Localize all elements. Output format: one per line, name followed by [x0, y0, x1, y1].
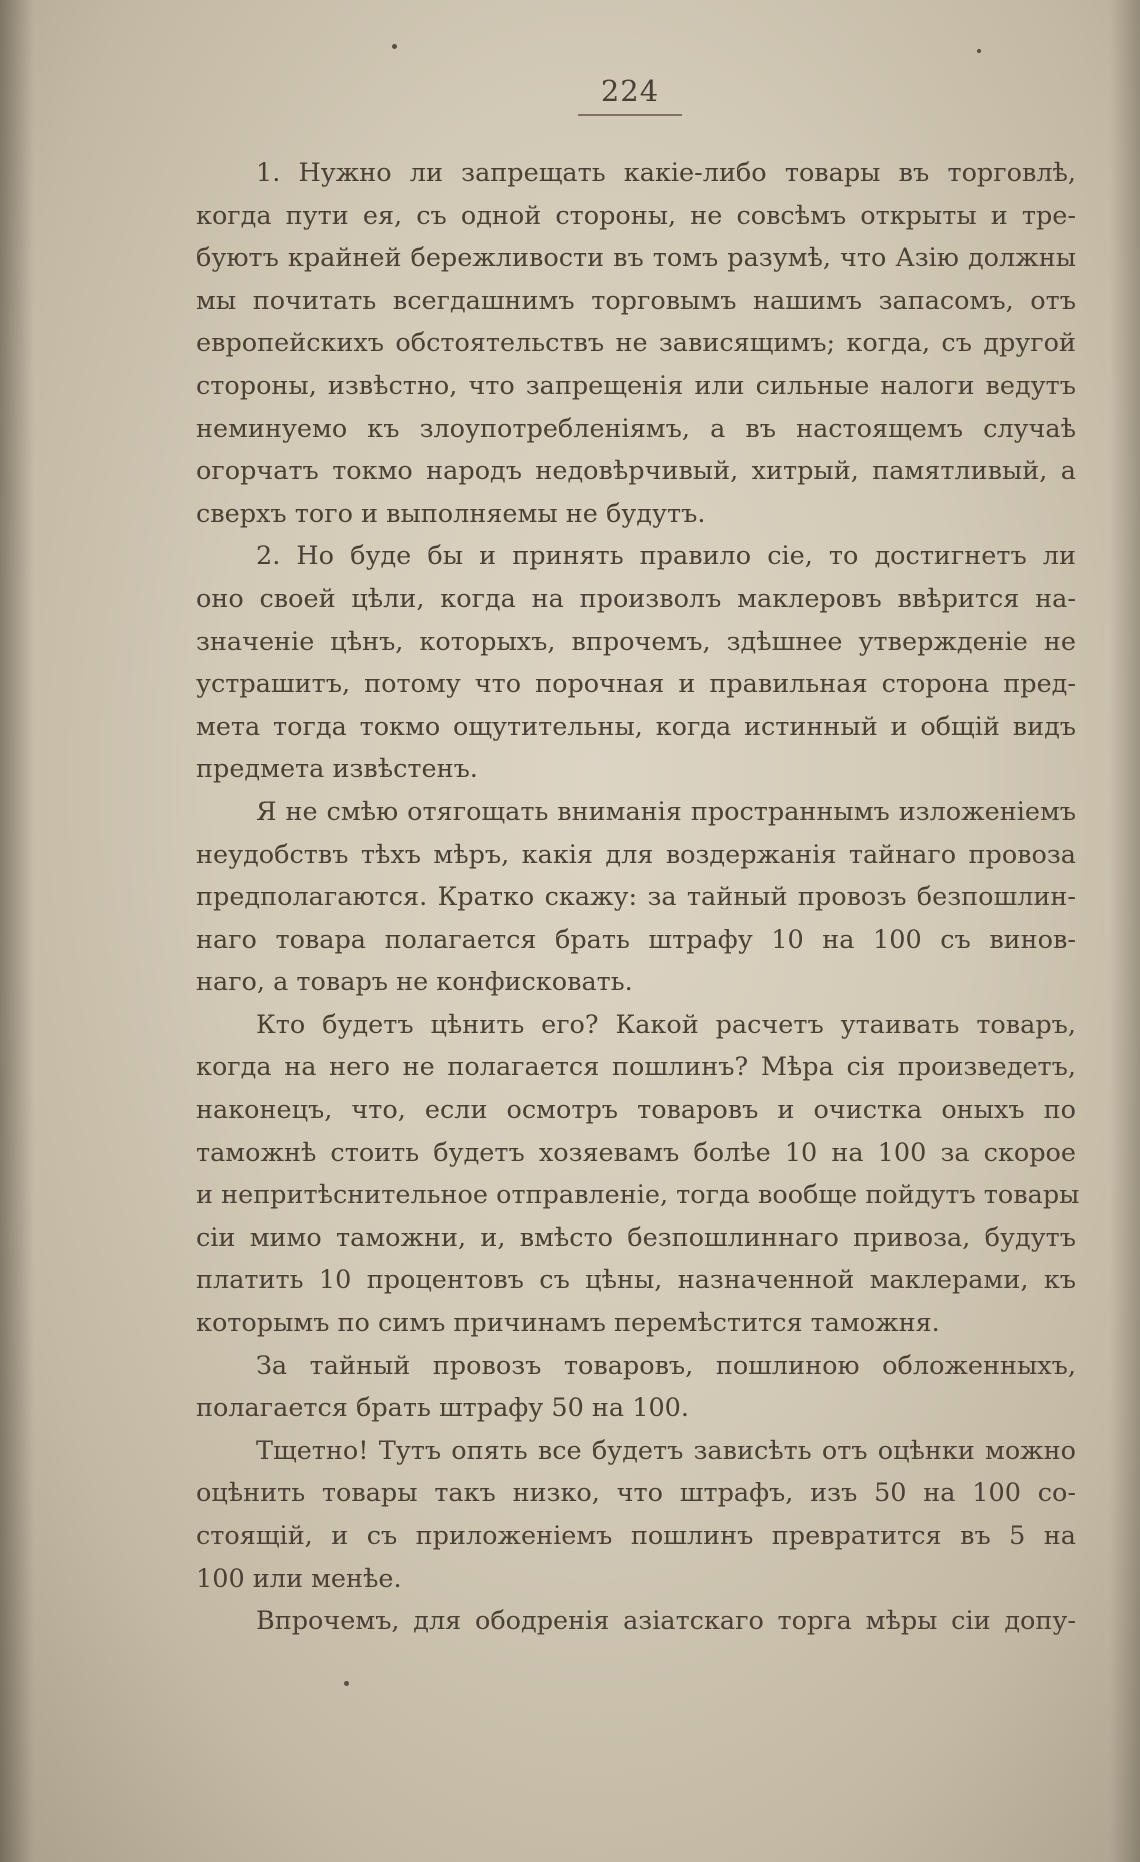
text-line: 1. Нужно ли запрещать какіе-либо товары въ торговлѣ,: [256, 158, 1076, 188]
text-line: оно своей цѣли, когда на произволъ маклеровъ ввѣрится на-: [196, 583, 1076, 614]
text-line: устрашитъ, потому что порочная и правильная сторона пред-: [196, 669, 1076, 700]
text-line: и непритѣснительное отправленіе, тогда вообще пойдутъ товары: [196, 1180, 1080, 1211]
text-line: Я не смѣю отягощать вниманія пространнымъ изложеніемъ: [256, 796, 1076, 827]
paragraph: [196, 791, 1076, 1004]
text-line: стоящій, и съ приложеніемъ пошлинъ превратится въ 5 на: [196, 1521, 1076, 1551]
binding-shadow: [0, 0, 34, 1862]
text-line: предмета извѣстенъ.: [196, 754, 478, 785]
paragraph: [196, 1004, 1080, 1345]
text-line: Впрочемъ, для ободренія азіатскаго торга мѣры сіи допу-: [256, 1606, 1076, 1637]
text-line: огорчатъ токмо народъ недовѣрчивый, хитрый, памятливый, а: [196, 456, 1076, 487]
text-line: полагается брать штрафу 50 на 100.: [196, 1393, 690, 1424]
paragraph: [196, 535, 1076, 791]
ink-speck: [392, 44, 397, 49]
text-line: значеніе цѣнъ, которыхъ, впрочемъ, здѣшнее утвержденіе не: [196, 626, 1076, 657]
text-line: предполагаются. Кратко скажу: за тайный провозъ безпошлин-: [196, 882, 1076, 913]
page-number: 224: [600, 74, 660, 108]
ink-speck: [344, 1681, 349, 1686]
body-text: [196, 152, 1080, 1643]
page-edge-shadow: [1110, 0, 1140, 1862]
page-number-rule: [578, 114, 682, 116]
text-line: Кто будетъ цѣнить его? Какой расчетъ утаивать товаръ,: [256, 1009, 1076, 1040]
paragraph: [196, 1600, 1076, 1643]
text-line: буютъ крайней бережливости въ томъ разумѣ, что Азію должны: [196, 243, 1076, 274]
paragraph: [196, 1430, 1076, 1600]
text-line: 2. Но буде бы и принять правило сіе, то достигнетъ ли: [256, 541, 1076, 572]
text-line: стороны, извѣстно, что запрещенія или сильные налоги ведутъ: [196, 370, 1076, 401]
text-line: За тайный провозъ товаровъ, пошлиною обложенныхъ,: [256, 1350, 1076, 1381]
text-line: мета тогда токмо ощутительны, когда истинный и общій видъ: [196, 711, 1076, 742]
text-line: европейскихъ обстоятельствъ не зависящимъ; когда, съ другой: [196, 328, 1076, 359]
text-line: сіи мимо таможни, и, вмѣсто безпошлиннаго привоза, будутъ: [196, 1222, 1076, 1253]
text-line: таможнѣ стоить будетъ хозяевамъ болѣе 10 на 100 за скорое: [196, 1137, 1076, 1168]
text-line: которымъ по симъ причинамъ перемѣстится таможня.: [196, 1308, 940, 1339]
text-line: наго товара полагается брать штрафу 10 на 100 съ винов-: [196, 924, 1076, 955]
text-line: мы почитать всегдашнимъ торговымъ нашимъ запасомъ, отъ: [196, 285, 1076, 316]
paragraph: [196, 1345, 1076, 1430]
text-line: Тщетно! Тутъ опять все будетъ зависѣть отъ оцѣнки можно: [256, 1435, 1076, 1466]
paragraph: [196, 152, 1076, 535]
text-line: неминуемо къ злоупотребленіямъ, а въ настоящемъ случаѣ: [196, 413, 1076, 444]
text-line: 100 или менѣе.: [196, 1563, 402, 1594]
text-line: неудобствъ тѣхъ мѣръ, какія для воздержанія тайнаго провоза: [196, 839, 1076, 870]
text-line: сверхъ того и выполняемы не будутъ.: [196, 498, 706, 529]
ink-speck: [977, 49, 981, 53]
text-line: оцѣнить товары такъ низко, что штрафъ, изъ 50 на 100 со-: [196, 1478, 1076, 1509]
text-line: когда пути ея, съ одной стороны, не совсѣмъ открыты и тре-: [196, 200, 1076, 231]
text-line: платить 10 процентовъ съ цѣны, назначенной маклерами, къ: [196, 1265, 1076, 1296]
text-line: наконецъ, что, если осмотръ товаровъ и очистка оныхъ по: [196, 1095, 1076, 1126]
text-line: когда на него не полагается пошлинъ? Мѣра сія произведетъ,: [196, 1052, 1076, 1083]
text-line: наго, а товаръ не конфисковать.: [196, 967, 633, 998]
